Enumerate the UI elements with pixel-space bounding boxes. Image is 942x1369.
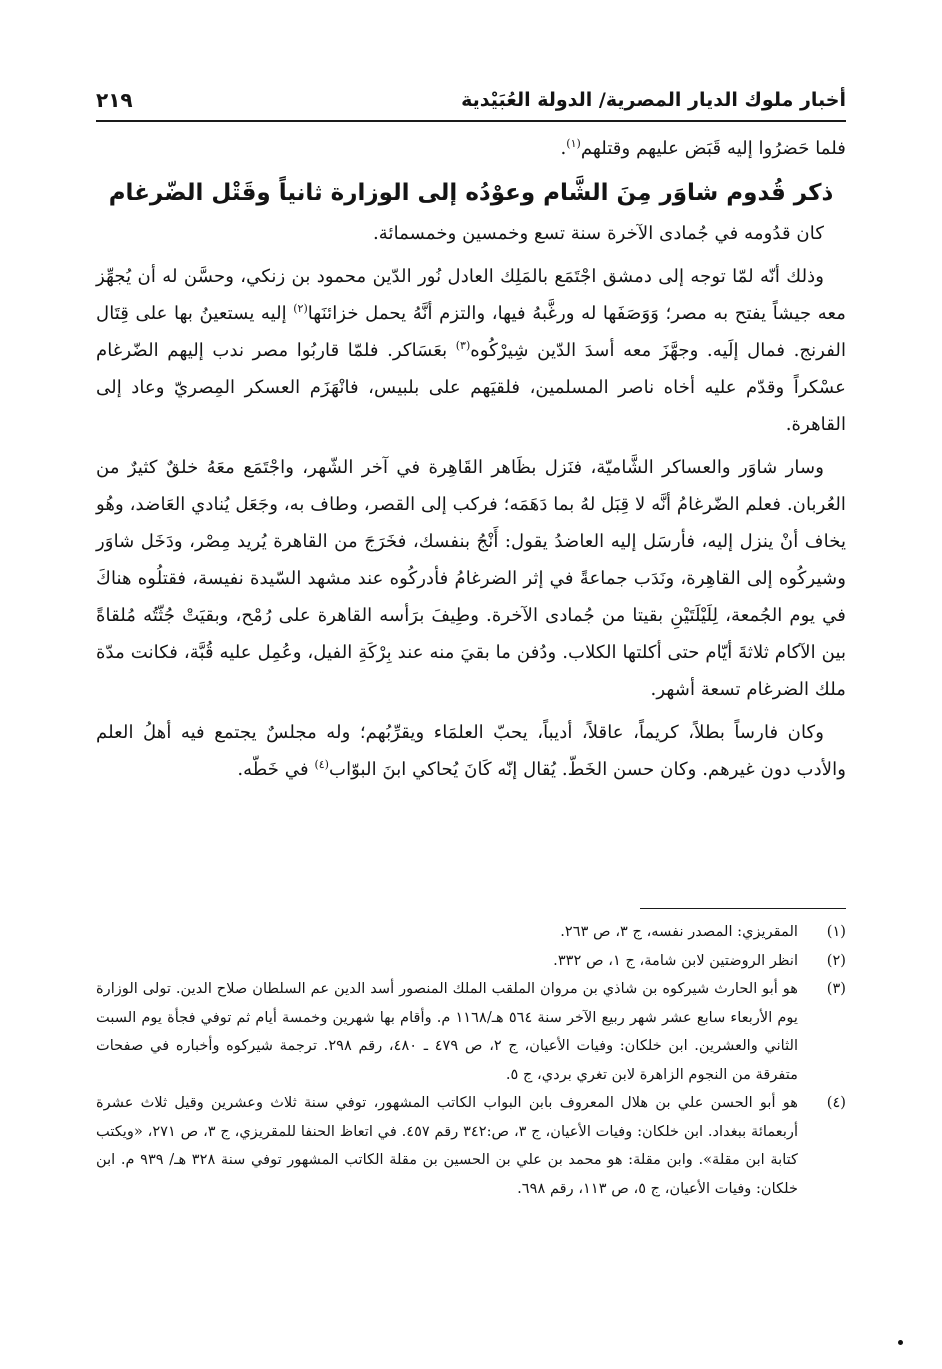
footnote-text: المقريزي: المصدر نفسه، ج ٣، ص ٢٦٣. [560, 923, 798, 940]
footnote-3 [96, 975, 846, 1089]
page-number: ٢١٩ [96, 88, 133, 112]
footnote-number: (٢) [826, 951, 846, 969]
footnote-1 [96, 918, 846, 947]
footnote-ref-4[interactable]: (٤) [314, 757, 329, 771]
footnote-separator [640, 908, 846, 909]
footnote-number: (٣) [826, 980, 846, 997]
running-title: أخبار ملوك الديار المصرية/ الدولة العُبَيْدية [461, 89, 846, 111]
footnote-2 [96, 947, 846, 976]
footnote-ref-3[interactable]: (٣) [455, 338, 471, 352]
footnote-number: (١) [826, 923, 846, 940]
footnote-4 [96, 1089, 846, 1203]
footnote-ref-2[interactable]: (٢) [293, 301, 308, 315]
footnotes-section [96, 918, 846, 1203]
paragraph-3: وسار شاوَر والعساكر الشَّاميّة، فنَزل بظَاهر القَاهِرة في آخر الشّهر، واجْتَمَع معَهُ خلقٌ كثيرٌ من العُربان. فعلم الضّرغامُ أنَّه لا قِبَل لهُ بما دَهَمَه؛ فركب إلى القصر، وطاف به، وجَعَل يُنادي العَاضد، وهُو يخاف أنْ ينزل إليه، فأرسَل إليه العاضدُ يقول: أَنْجُ بنفسك، فخَرَجَ من القاهرة يُريد مِصْر، ودَخَل شاوَر وشيركُوه إلى القاهِرة، ونَدَب جماعةً في إثر الضرغامُ فأدركُوه عند مشهد السّيدة نفيسة، فقتلُوه هناكَ في يوم الجُمعة، لِلَيْلَتَيْنِ بقيتا من جُمادى الآخرة. وطِيفَ برَأسه القاهرة على رُمْح، وبقيَتْ جُثّتُه مُلقاةً بين الآكام ثلاثةَ أيّام حتى أكلتها الكلاب. ودُفن ما بقيَ منه عند بِرْكَةِ الفيل، وعُمِل عليه قُبَّة، فكانت مدّة ملك الضرغام تسعة أشهر. [96, 457, 847, 700]
paragraph-4: وكان فارساً بطلاً، كريماً، عاقلاً، أديباً، يحبّ العلمَاء ويقرِّبُهم؛ وله مجلسٌ يجتمع فيه أهلُ العلم والأدب دون غيرهم. وكان حسن الخَطّ. يُقال إنّه كَانَ يُحاكي ابنَ البوّاب$^{(٤)}$ في خَطّه. [96, 722, 846, 780]
paragraph-1: كان قدُومه في جُمادى الآخرة سنة تسع وخمسين وخمسمائة. [372, 223, 824, 244]
footnote-ref-1[interactable]: (١) [566, 136, 581, 150]
section-title: ذكر قُدوم شاوَر مِنَ الشَّام وعوْدُه إلى الوزارة ثانياً وقَتْل الضّرغام [108, 180, 834, 206]
print-mark [898, 1340, 903, 1345]
header-rule [96, 120, 846, 122]
footnote-text: هو أبو الحارث شيركوه بن شاذي بن مروان الملقب الملك المنصور أسد الدين عم السلطان صلاح الدين. تولى الوزارة يوم الأربعاء سابع عشر شهر ربيع الآخر سنة ٥٦٤ هـ/١١٦٨ م. وأقام بها شهرين وخمسة أيام ثم توفي فجأة يوم السبت الثاني والعشرين. ابن خلكان: وفيات الأعيان، ج ٢، ص ٤٧٩ ـ ٤٨٠، رقم ٢٩٨. ترجمة شيركوه وأخباره في صفحات متفرقة من النجوم الزاهرة لابن تغري بردي، ج ٥. [96, 980, 798, 1083]
footnote-text: انظر الروضتين لابن شامة، ج ١، ص ٣٣٢. [553, 951, 798, 969]
page-header [96, 86, 846, 118]
main-text [96, 130, 846, 788]
opening-paragraph: فلما حَضرُوا إليه قَبَض عليهم وقتلهم$^{(١)}$. [560, 136, 846, 159]
footnote-number: (٤) [826, 1094, 846, 1111]
paragraph-2: وذلك أنّه لمّا توجه إلى دمشق اجْتَمَع بالمَلِك العادل نُور الدّين محمود بن زنكي، وحسَّن له أن يُجهِّز معه جيشاً يفتح به مصر؛ وَوَصَفَها له ورغَّبهُ فيها، والتزم أنَّهُ يحمل خزائنَها$^{(٢)}$ إليه يستعينُ بها على قِتَال الفرنج. فمال إلَيه. وجهَّزَ معه أسدَ الدّين شِيرْكُوه$^{(٣)}$ بعَسَاكر. فلمّا قاربُوا مصر ندب إليهم الضّرغام عسْكراً وقدّم عليه أخاه ناصر المسلمين، فلقيَهم على بلبيس، فانْهَزَم العسكر المِصريّ وعاد إلى القاهرة. [96, 266, 846, 435]
footnote-text: هو أبو الحسن علي بن هلال المعروف بابن البواب الكاتب المشهور، توفي سنة ثلاث وعشرين وقيل ثلاث عشرة أربعمائة ببغداد. ابن خلكان: وفيات الأعيان، ج ٣، ص:٣٤٢ رقم ٤٥٧. في اتعاظ الحنفا للمقريزي، ج ٣، ص ٢٧١، «ويكتب كتابة ابن مقلة». وابن مقلة: هو محمد بن علي بن الحسين بن مقلة الكاتب المشهور توفي سنة ٣٢٨ هـ/ ٩٣٩ م. ابن خلكان: وفيات الأعيان، ج ٥، ص ١١٣، رقم ٦٩٨. [96, 1094, 798, 1197]
